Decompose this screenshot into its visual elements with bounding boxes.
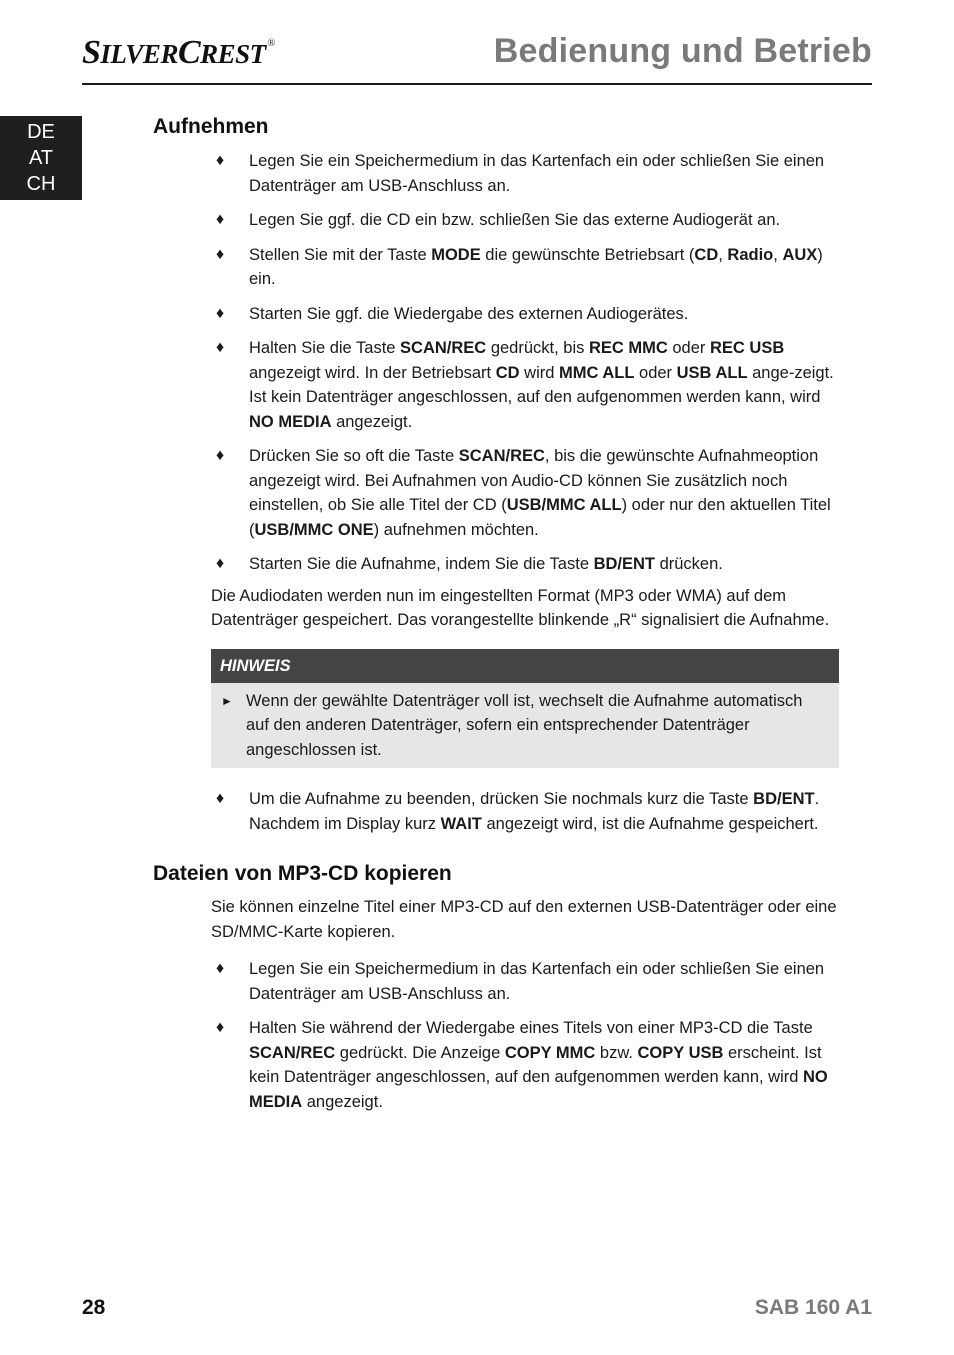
mp3-copy-intro: Sie können einzelne Titel einer MP3-CD auf den externen USB-Datenträger oder eine SD/MMC-Karte kopieren. bbox=[211, 898, 837, 941]
list-item: ♦ Halten Sie während der Wiedergabe eines Titels von einer MP3-CD die Taste SCAN/REC gedrückt. Die Anzeige COPY MMC bzw. COPY USB erscheint. Ist kein Datenträger angeschlossen, auf den aufgenommen werden kann, wird NO MEDIA angezeigt. bbox=[211, 1016, 843, 1114]
list-item: ♦ Starten Sie die Aufnahme, indem Sie die Taste BD/ENT drücken. bbox=[211, 552, 843, 577]
diamond-bullet-icon: ♦ bbox=[216, 245, 225, 263]
page-number: 28 bbox=[82, 1296, 106, 1319]
recording-info-paragraph: Die Audiodaten werden nun im eingestellten Format (MP3 oder WMA) auf dem Datenträger gespeichert. Das vorangestellte blinkende „R“ signalisiert die Aufnahme. bbox=[211, 586, 830, 629]
page-title: Bedienung und Betrieb bbox=[493, 32, 872, 70]
key-term: SCAN/REC bbox=[458, 447, 545, 465]
key-term: AUX bbox=[782, 245, 818, 264]
key-term: USB/MMC ONE bbox=[254, 520, 374, 539]
key-term: USB ALL bbox=[676, 363, 748, 382]
key-term: Radio bbox=[727, 245, 774, 264]
key-term: NO MEDIA bbox=[249, 412, 332, 431]
key-term: REC USB bbox=[709, 339, 785, 357]
list-item: ♦ Drücken Sie so oft die Taste SCAN/REC, bis die gewünschte Aufnahmeoption angezeigt wird. Bei Aufnahmen von Audio-CD können Sie zusätzlich noch einstellen, ob Sie alle Titel der CD (USB/MMC ALL) oder nur den aktuellen Titel (USB/MMC ONE) aufnehmen möchten. bbox=[211, 444, 843, 542]
diamond-bullet-icon: ♦ bbox=[216, 211, 225, 228]
note-label: HINWEIS bbox=[211, 649, 839, 683]
section-heading-aufnehmen: Aufnehmen bbox=[153, 115, 269, 138]
diamond-bullet-icon: ♦ bbox=[216, 304, 225, 322]
brand-logo bbox=[82, 34, 275, 72]
steps-list-recording bbox=[153, 149, 843, 577]
note-box bbox=[211, 649, 839, 769]
section-heading-mp3-copy: Dateien von MP3-CD kopieren bbox=[153, 862, 452, 885]
key-term: WAIT bbox=[440, 814, 482, 833]
diamond-bullet-icon: ♦ bbox=[216, 339, 225, 356]
steps-list-mp3-copy bbox=[153, 957, 843, 1114]
language-at: AT bbox=[28, 147, 54, 169]
model-number: SAB 160 A1 bbox=[754, 1296, 872, 1319]
note-body bbox=[211, 683, 839, 769]
arrow-right-icon: ► bbox=[221, 693, 233, 708]
list-item: ♦ Halten Sie die Taste SCAN/REC gedrückt, bis REC MMC oder REC USB angezeigt wird. In der Betriebsart CD wird MMC ALL oder USB ALL ange-zeigt. Ist kein Datenträger angeschlossen, auf den aufgenommen werden kann, wird NO MEDIA angezeigt. bbox=[211, 336, 843, 434]
key-term: COPY USB bbox=[637, 1043, 724, 1062]
list-item: ♦ Legen Sie ein Speichermedium in das Kartenfach ein oder schließen Sie einen Datenträger am USB-Anschluss an. bbox=[211, 957, 843, 1006]
brand-letters: ILVER bbox=[100, 39, 178, 69]
brand-initial: S bbox=[82, 34, 101, 71]
diamond-bullet-icon: ♦ bbox=[216, 790, 225, 807]
language-de: DE bbox=[27, 121, 55, 143]
key-term: MMC ALL bbox=[558, 363, 635, 382]
diamond-bullet-icon: ♦ bbox=[216, 447, 225, 464]
header-divider bbox=[82, 83, 872, 85]
key-term: CD bbox=[694, 245, 719, 264]
key-term: BD/ENT bbox=[593, 555, 655, 573]
list-item: ♦ Starten Sie ggf. die Wiedergabe des externen Audiogerätes. bbox=[211, 302, 843, 327]
steps-list-stop bbox=[153, 787, 843, 836]
key-term: SCAN/REC bbox=[400, 339, 487, 357]
key-term: BD/ENT bbox=[753, 790, 815, 808]
key-term: MODE bbox=[431, 245, 481, 264]
key-term: COPY MMC bbox=[504, 1043, 596, 1062]
language-tab bbox=[0, 116, 82, 200]
list-item: ♦ Um die Aufnahme zu beenden, drücken Sie nochmals kurz die Taste BD/ENT. Nachdem im Display kurz WAIT angezeigt wird, ist die Aufnahme gespeichert. bbox=[211, 787, 843, 836]
diamond-bullet-icon: ♦ bbox=[216, 960, 225, 977]
key-term: SCAN/REC bbox=[249, 1043, 336, 1062]
main-content bbox=[153, 112, 843, 1124]
diamond-bullet-icon: ♦ bbox=[216, 152, 225, 169]
key-term: USB/MMC ALL bbox=[506, 496, 622, 514]
note-text: Wenn der gewählte Datenträger voll ist, wechselt die Aufnahme automatisch auf den anderen Datenträger, sofern ein entsprechender Datenträger angeschlossen ist. bbox=[246, 691, 803, 759]
list-item: ♦ Legen Sie ein Speichermedium in das Kartenfach ein oder schließen Sie einen Datenträger am USB-Anschluss an. bbox=[211, 149, 843, 198]
registered-mark: ® bbox=[267, 38, 275, 49]
diamond-bullet-icon: ♦ bbox=[216, 1019, 225, 1036]
key-term: NO MEDIA bbox=[249, 1068, 828, 1111]
brand-letters: REST bbox=[200, 39, 266, 69]
diamond-bullet-icon: ♦ bbox=[216, 555, 225, 572]
key-term: CD bbox=[495, 363, 520, 382]
key-term: REC MMC bbox=[588, 339, 668, 357]
brand-initial: C bbox=[177, 34, 201, 71]
list-item: ♦ Legen Sie ggf. die CD ein bzw. schließen Sie das externe Audiogerät an. bbox=[211, 208, 843, 233]
list-item: ♦ Stellen Sie mit der Taste MODE die gewünschte Betriebsart (CD, Radio, AUX) ein. bbox=[211, 243, 843, 292]
language-ch: CH bbox=[26, 173, 56, 195]
